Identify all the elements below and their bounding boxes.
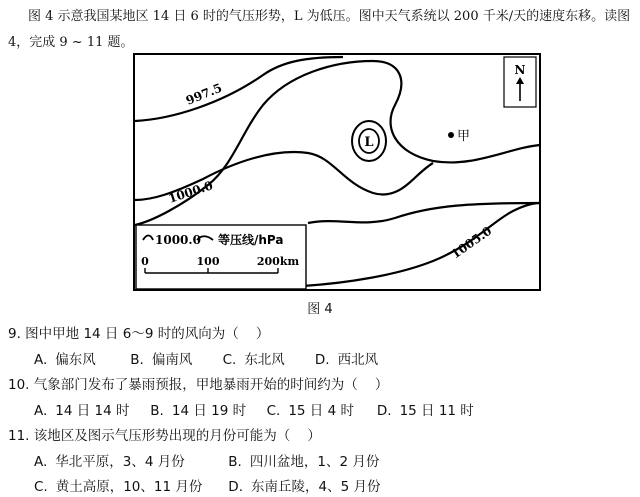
question-11-options-row2 xyxy=(34,475,380,495)
question-11-options-row1 xyxy=(34,450,379,470)
place-label: 甲 xyxy=(457,129,471,144)
option-b[interactable]: B. 四川盆地，1、2 月份 xyxy=(228,454,380,470)
option-a[interactable]: A. 华北平原，3、4 月份 xyxy=(34,454,185,470)
option-c[interactable]: C. 东北风 xyxy=(222,352,285,368)
question-9-stem: 9. 图中甲地 14 日 6～9 时的风向为（ ） xyxy=(8,326,270,342)
isobar-map xyxy=(133,53,541,291)
scale-label-100: 100 xyxy=(196,255,220,268)
option-b[interactable]: B. 14 日 19 时 xyxy=(150,403,247,419)
figure-caption: 图 4 xyxy=(307,302,333,317)
intro-paragraph: 图 4 示意我国某地区 14 日 6 时的气压形势，L 为低压。图中天气系统以 200 千米/天的速度东移。读图 4，完成 9 ~ 11 题。 xyxy=(8,9,631,50)
option-d[interactable]: D. 东南丘陵，4、5 月份 xyxy=(228,479,381,495)
scale-label-0: 0 xyxy=(141,255,149,268)
option-a[interactable]: A. 14 日 14 时 xyxy=(34,403,130,419)
option-d[interactable]: D. 15 日 11 时 xyxy=(376,403,474,419)
question-9-options xyxy=(34,348,378,368)
isobar-label-1000: 1000.0 xyxy=(166,178,215,206)
north-label: N xyxy=(514,63,526,77)
option-a[interactable]: A. 偏东风 xyxy=(34,352,96,368)
low-label: L xyxy=(364,135,374,150)
option-b[interactable]: B. 偏南风 xyxy=(130,352,193,368)
question-10-options xyxy=(34,399,474,419)
place-dot xyxy=(448,132,454,138)
option-d[interactable]: D. 西北风 xyxy=(314,352,379,368)
legend-isobar-sample: 1000.0 xyxy=(155,233,201,247)
question-10-stem: 10. 气象部门发布了暴雨预报，甲地暴雨开始的时间约为（ ） xyxy=(8,377,389,393)
scale-label-200: 200km xyxy=(256,255,300,268)
isobar-label-997-5: 997.5 xyxy=(183,80,224,108)
isobar-label-1005: 1005.0 xyxy=(448,223,495,262)
question-11-stem: 11. 该地区及图示气压形势出现的月份可能为（ ） xyxy=(8,428,321,444)
option-c[interactable]: C. 15 日 4 时 xyxy=(266,403,354,419)
legend-isobar-text: 等压线/hPa xyxy=(218,233,284,247)
option-c[interactable]: C. 黄土高原，10、11 月份 xyxy=(34,479,203,495)
